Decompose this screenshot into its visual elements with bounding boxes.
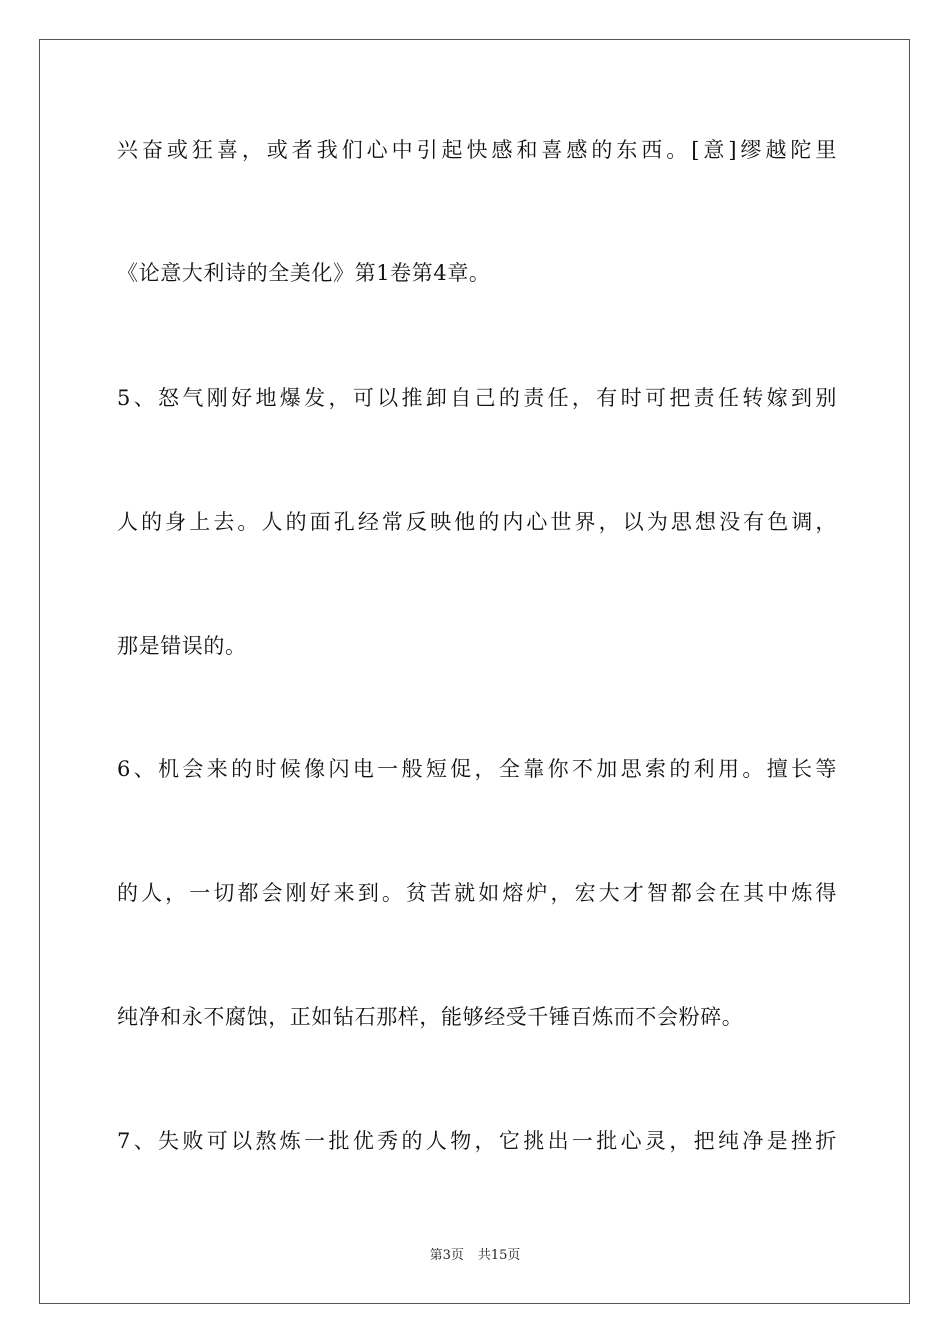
page-frame [39, 39, 910, 1304]
text-line: 兴奋或狂喜，或者我们心中引起快感和喜感的东西。[意]缪越陀里 [117, 138, 837, 162]
text-line: 的人，一切都会刚好来到。贫苦就如熔炉，宏大才智都会在其中炼得 [117, 881, 837, 905]
text-line: 人的身上去。人的面孔经常反映他的内心世界，以为思想没有色调， [117, 510, 837, 534]
text-line: 7、失败可以熬炼一批优秀的人物，它挑出一批心灵，把纯净是挫折 [117, 1129, 837, 1153]
page-number: 第3页 [429, 1248, 464, 1263]
text-line: 6、机会来的时候像闪电一般短促，全靠你不加思索的利用。擅长等 [117, 757, 837, 781]
text-line: 那是错误的。 [117, 634, 247, 658]
page-footer [0, 1246, 950, 1266]
text-line: 《论意大利诗的全美化》第1卷第4章。 [117, 261, 491, 285]
page-total: 共15页 [477, 1248, 521, 1263]
text-line: 5、怒气刚好地爆发，可以推卸自己的责任，有时可把责任转嫁到别 [117, 386, 837, 410]
text-line: 纯净和永不腐蚀，正如钻石那样，能够经受千锤百炼而不会粉碎。 [117, 1005, 744, 1029]
